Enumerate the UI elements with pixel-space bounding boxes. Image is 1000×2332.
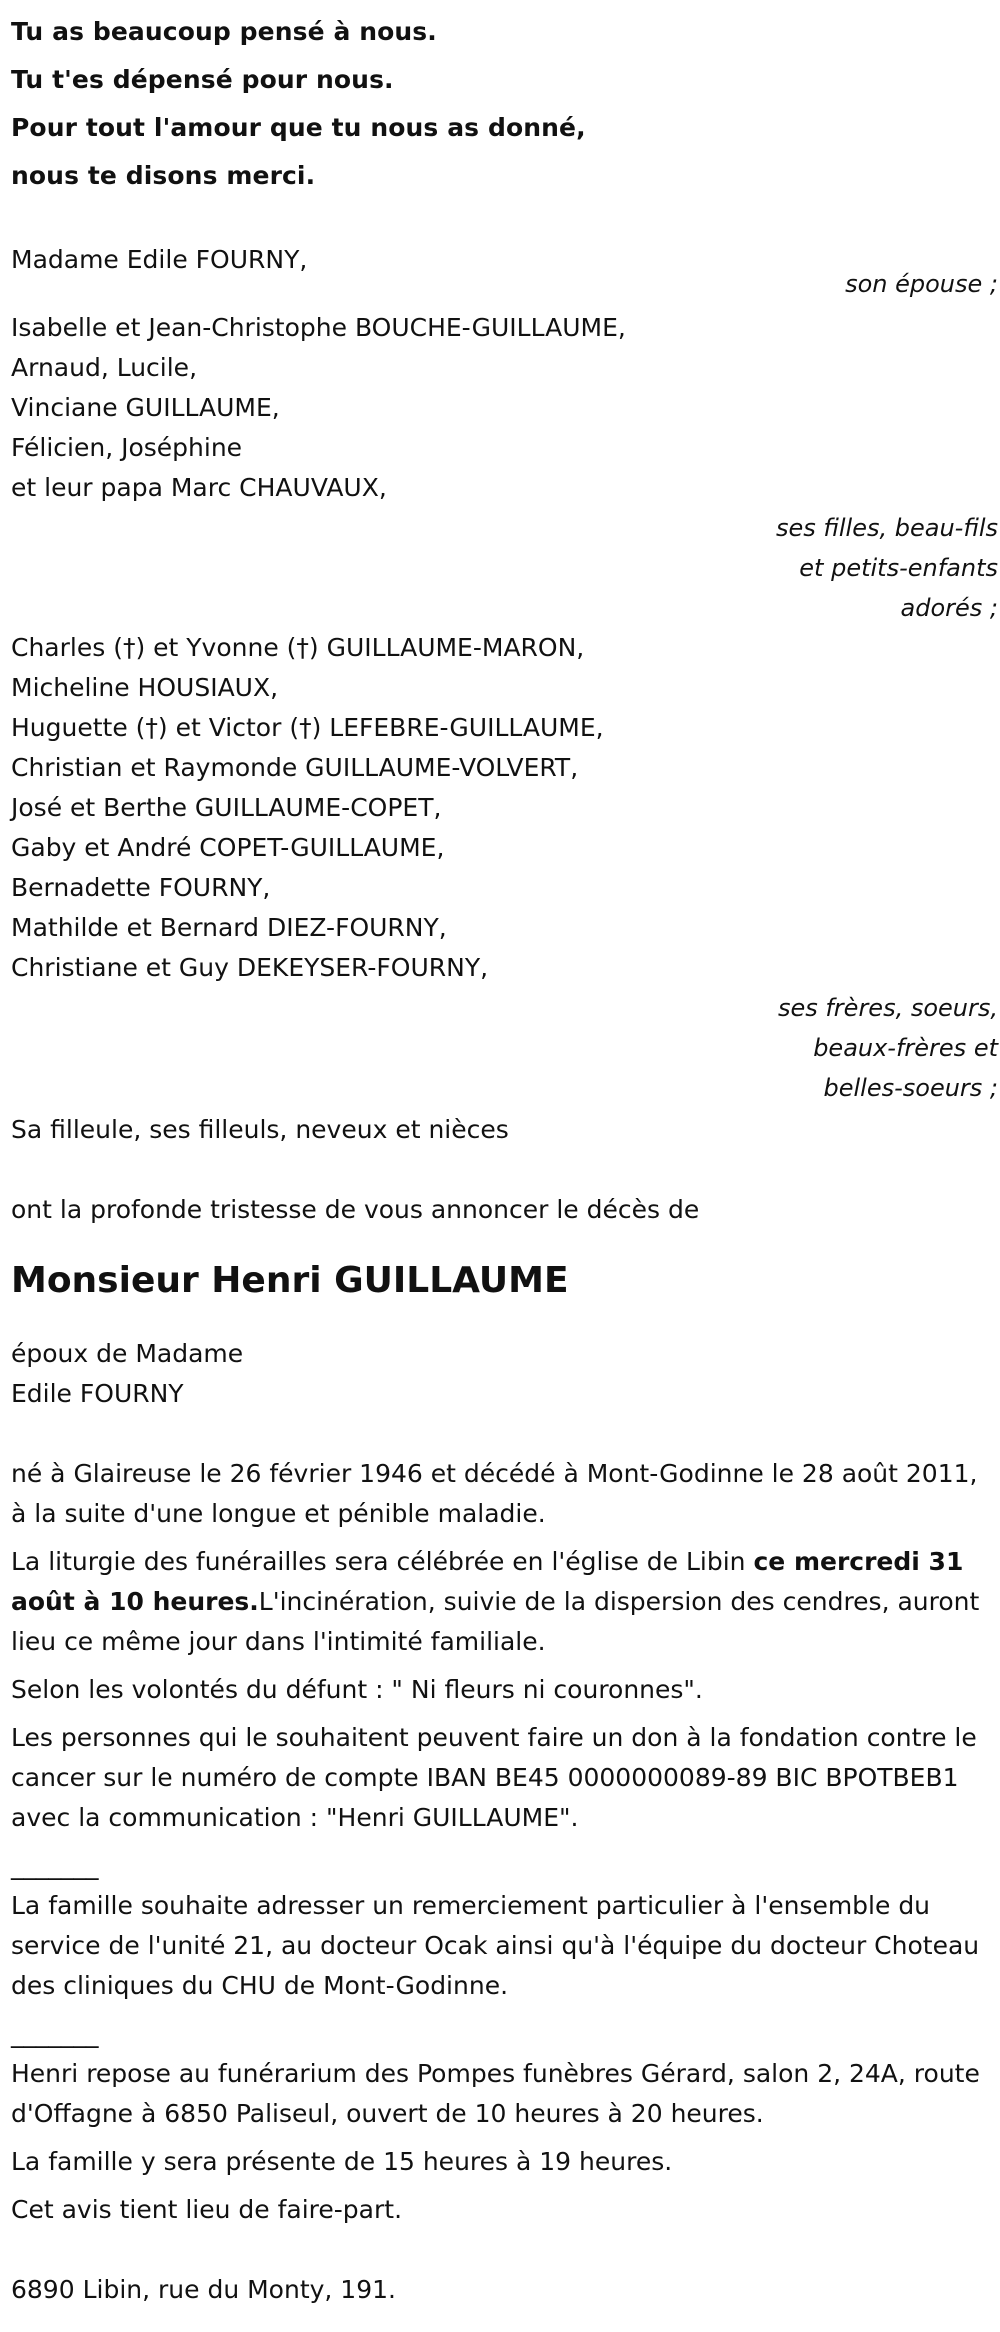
funeral-paragraph [11, 1542, 986, 1662]
sibling-name: Mathilde et Bernard DIEZ-FOURNY, [11, 913, 447, 942]
address-line: 6890 Libin, rue du Monty, 191. [11, 2275, 396, 2304]
sibling-name: Charles (†) et Yvonne (†) GUILLAUME-MARON, [11, 633, 585, 662]
relation-line: beaux-frères et [813, 1034, 998, 1062]
relation-line: et petits-enfants [799, 554, 998, 582]
children-relation [11, 508, 1000, 628]
sibling-name: José et Berthe GUILLAUME-COPET, [11, 793, 442, 822]
child-name: et leur papa Marc CHAUVAUX, [11, 473, 387, 502]
siblings-relation [11, 988, 1000, 1108]
wishes-paragraph: Selon les volontés du défunt : " Ni fleurs ni couronnes". [11, 1675, 703, 1704]
sibling-name: Christiane et Guy DEKEYSER-FOURNY, [11, 953, 489, 982]
relation-line: adorés ; [900, 594, 998, 622]
visitation-paragraph: Henri repose au funérarium des Pompes funèbres Gérard, salon 2, 24A, route d'Offagne à 6850 Paliseul, ouvert de 10 heures à 20 heures. [11, 2059, 980, 2128]
presence-paragraph: La famille y sera présente de 15 heures à 19 heures. [11, 2147, 673, 2176]
announcement-line: ont la profonde tristesse de vous annoncer le décès de [11, 1195, 700, 1224]
sibling-name: Bernadette FOURNY, [11, 873, 271, 902]
sibling-name: Gaby et André COPET-GUILLAUME, [11, 833, 445, 862]
funeral-text-after: L'incinération, suivie de la dispersion des cendres, auront lieu ce même jour dans l'intimité familiale. [11, 1587, 980, 1656]
notice-paragraph: Cet avis tient lieu de faire-part. [11, 2195, 403, 2224]
funeral-text-before: La liturgie des funérailles sera célébrée en l'église de Libin [11, 1547, 754, 1576]
poem-line: Tu as beaucoup pensé à nous. [11, 17, 437, 46]
donation-paragraph: Les personnes qui le souhaitent peuvent faire un don à la fondation contre le cancer sur le numéro de compte IBAN BE45 0000000089-89 BIC BPOTBEB1 avec la communication : "Henri GUILLAUME". [11, 1723, 977, 1832]
separator: _______ [11, 2019, 99, 2048]
child-name: Félicien, Joséphine [11, 433, 243, 462]
poem-line: nous te disons merci. [11, 161, 316, 190]
children-block [11, 308, 1000, 508]
poem [11, 8, 1000, 200]
sibling-name: Micheline HOUSIAUX, [11, 673, 279, 702]
wife-name: Madame Edile FOURNY, [11, 245, 308, 274]
separator: _______ [11, 1851, 99, 1880]
birth-death-paragraph: né à Glaireuse le 26 février 1946 et décédé à Mont-Godinne le 28 août 2011, à la suite d'une longue et pénible maladie. [11, 1459, 978, 1528]
spouse-of-line: époux de Madame [11, 1339, 244, 1368]
sibling-name: Christian et Raymonde GUILLAUME-VOLVERT, [11, 753, 579, 782]
thanks-paragraph: La famille souhaite adresser un remerciement particulier à l'ensemble du service de l'unité 21, au docteur Ocak ainsi qu'à l'équipe du docteur Choteau des cliniques du CHU de Mont-Godinne. [11, 1891, 980, 2000]
relation-line: ses frères, soeurs, [777, 994, 998, 1022]
spouse-of-line: Edile FOURNY [11, 1379, 184, 1408]
child-name: Isabelle et Jean-Christophe BOUCHE-GUILLAUME, [11, 313, 626, 342]
deceased-name: Monsieur Henri GUILLAUME [11, 1260, 569, 1301]
child-name: Arnaud, Lucile, [11, 353, 198, 382]
wife-relation: son épouse ; [845, 270, 998, 298]
funeral-date-time: ce mercredi 31 août à 10 heures. [11, 1547, 964, 1616]
relation-line: belles-soeurs ; [823, 1074, 998, 1102]
siblings-block [11, 628, 1000, 988]
poem-line: Tu t'es dépensé pour nous. [11, 65, 394, 94]
child-name: Vinciane GUILLAUME, [11, 393, 280, 422]
poem-line: Pour tout l'amour que tu nous as donné, [11, 113, 586, 142]
sibling-name: Huguette (†) et Victor (†) LEFEBRE-GUILLAUME, [11, 713, 604, 742]
relation-line: ses filles, beau-fils [775, 514, 998, 542]
godchildren-line: Sa filleule, ses filleuls, neveux et nièces [11, 1115, 509, 1144]
